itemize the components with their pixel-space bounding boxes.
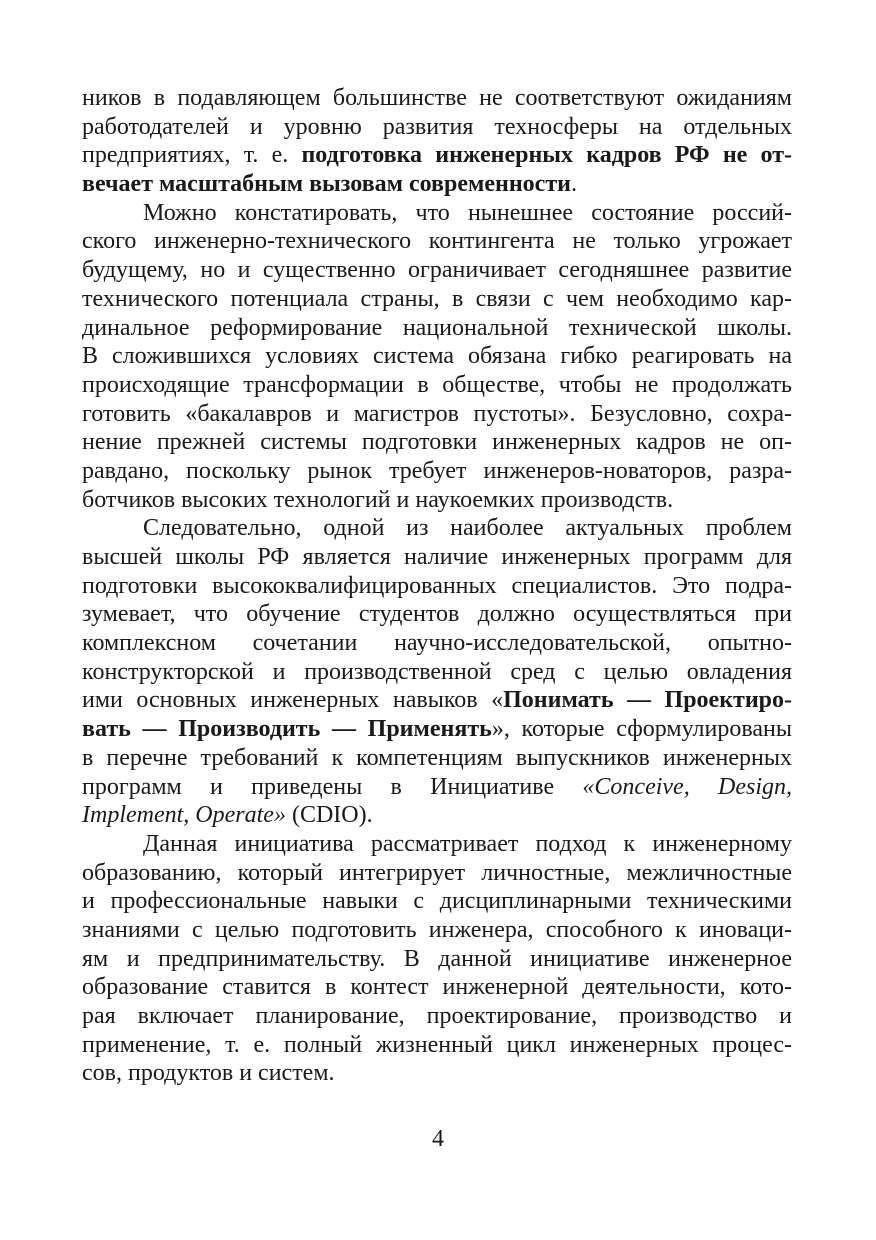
text-run: образование ставится в контест инженерной деятельности, кото- (82, 974, 792, 1001)
text-run: Данная инициатива рассматривает подход к инженерному (143, 830, 792, 857)
bold-text: Понимать — Проектиро- (503, 687, 792, 714)
text-line (82, 572, 792, 601)
text-line (82, 457, 792, 486)
text-run: будущему, но и существенно ограничивает сегодняшнее развитие (82, 257, 792, 284)
text-run: образованию, который интегрирует личностные, межличностные (82, 859, 792, 886)
text-line (82, 887, 792, 916)
text-line (82, 1059, 792, 1088)
text-run: В сложившихся условиях система обязана гибко реагировать на (82, 343, 792, 370)
text-line (82, 170, 792, 199)
text-run: сов, продуктов и систем. (82, 1060, 335, 1087)
paragraph (82, 199, 792, 515)
text-line (82, 773, 792, 802)
text-line (82, 227, 792, 256)
text-line (82, 830, 792, 859)
text-run: готовить «бакалавров и магистров пустоты». Безусловно, сохра- (82, 400, 792, 427)
text-run: ского инженерно-технического контингента не только угрожает (82, 228, 792, 255)
text-run: рая включает планирование, проектирование, производство и (82, 1003, 792, 1029)
text-line (82, 658, 792, 687)
text-run: нение прежней системы подготовки инженерных кадров не оп- (82, 429, 792, 456)
paragraph (82, 514, 792, 830)
text-run: зумевает, что обучение студентов должно осуществляться при (82, 601, 792, 628)
paragraph (82, 84, 792, 199)
text-run: ям и предпринимательству. В данной инициативе инженерное (82, 945, 792, 972)
text-line (82, 600, 792, 629)
text-line (82, 141, 792, 170)
text-run: ими основных инженерных навыков « (82, 687, 504, 714)
text-run: работодателей и уровню развития техносферы на отдельных (82, 113, 792, 140)
text-run: равдано, поскольку рынок требует инженеров-новаторов, разра- (82, 457, 792, 484)
text-line (82, 314, 792, 343)
text-line (82, 543, 792, 572)
text-line (82, 945, 792, 974)
page-number: 4 (432, 1126, 444, 1152)
text-run: происходящие трансформации в обществе, чтобы не продолжать (82, 371, 792, 398)
text-line (82, 486, 792, 515)
text-line (82, 916, 792, 945)
italic-text: Implement, Operate» (82, 802, 286, 829)
text-line (82, 686, 792, 715)
text-line (82, 256, 792, 285)
body-text (82, 84, 792, 1088)
text-run: Можно констатировать, что нынешнее состояние россий- (143, 199, 792, 226)
text-line (82, 84, 792, 113)
text-run: Следовательно, одной из наиболее актуальных проблем (143, 515, 792, 542)
text-run: применение, т. е. полный жизненный цикл инженерных процес- (82, 1031, 792, 1058)
text-line (82, 428, 792, 457)
text-run: (CDIO). (285, 802, 373, 829)
bold-text: подготовка инженерных кадров РФ не от- (301, 142, 792, 169)
text-line (82, 629, 792, 658)
text-run: ников в подавляющем большинстве не соответствуют ожиданиям (82, 85, 792, 111)
text-run: », которые сформулированы (491, 716, 792, 743)
text-run: знаниями с целью подготовить инженера, способного к иноваци- (82, 916, 792, 943)
text-line (82, 400, 792, 429)
text-line (82, 371, 792, 400)
text-line (82, 199, 792, 228)
text-run: предприятиях, т. е. (82, 142, 302, 169)
text-run: и профессиональные навыки с дисциплинарными техническими (82, 888, 792, 915)
italic-text: «Conceive, Design, (582, 773, 792, 800)
text-line (82, 1002, 792, 1031)
text-run: . (570, 171, 577, 198)
text-line (82, 1031, 792, 1060)
text-run: подготовки высококвалифицированных специалистов. Это подра- (82, 572, 792, 599)
text-run: программ и приведены в Инициативе (82, 773, 583, 800)
text-line (82, 973, 792, 1002)
text-run: комплексном сочетании научно-исследовательской, опытно- (82, 630, 792, 657)
text-run: в перечне требований к компетенциям выпускников инженерных (82, 744, 792, 771)
text-line (82, 859, 792, 888)
text-line (82, 514, 792, 543)
paragraph (82, 830, 792, 1088)
text-run: ботчиков высоких технологий и наукоемких производств. (82, 486, 674, 513)
text-run: конструкторской и производственной сред с целью овладения (82, 658, 792, 685)
bold-text: вать — Производить — Применять (82, 716, 492, 743)
text-run: динальное реформирование национальной технической школы. (82, 314, 792, 341)
bold-text: вечает масштабным вызовам современности (82, 171, 571, 198)
text-line (82, 801, 792, 830)
text-run: технического потенциала страны, в связи с чем необходимо кар- (82, 285, 792, 312)
text-line (82, 744, 792, 773)
text-run: высшей школы РФ является наличие инженерных программ для (82, 544, 792, 570)
text-line (82, 715, 792, 744)
text-line (82, 285, 792, 314)
text-line (82, 113, 792, 142)
text-line (82, 342, 792, 371)
